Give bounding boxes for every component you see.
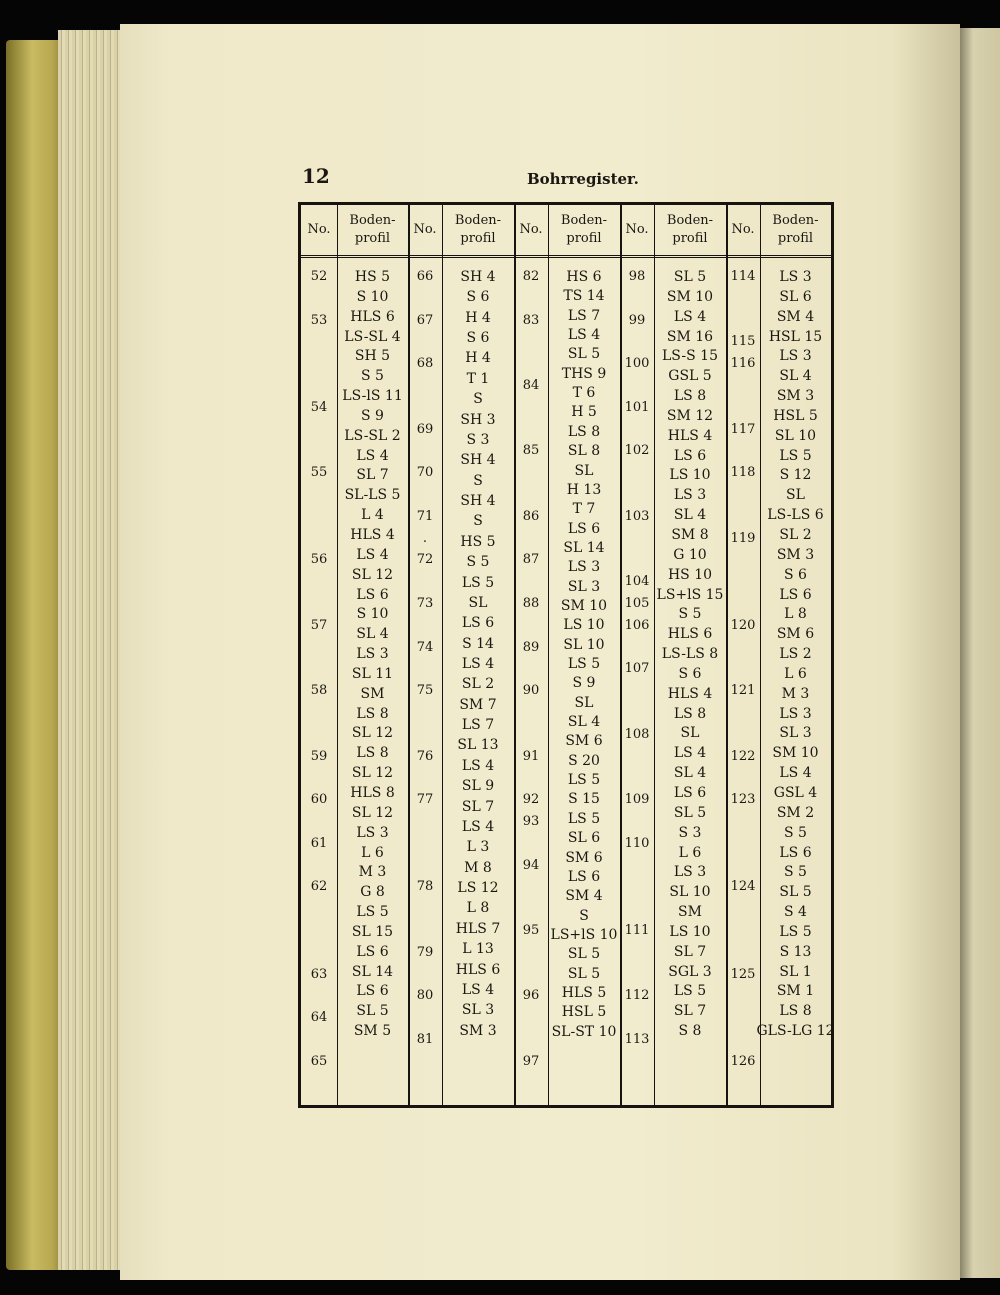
- bore-number: 52: [310, 269, 328, 284]
- bore-number: 68: [416, 356, 434, 372]
- soil-profile-entry: M 3: [358, 864, 387, 881]
- bore-number: 100: [624, 356, 650, 372]
- bore-number: 69: [416, 421, 434, 437]
- soil-profile-entry: SL 7: [673, 1003, 707, 1020]
- soil-profile-entry: SL 4: [673, 507, 707, 524]
- soil-profile-entry: M 8: [464, 859, 492, 876]
- soil-profile-entry: HS 10: [667, 566, 713, 583]
- bore-number: 80: [416, 988, 434, 1004]
- bore-number: 73: [416, 596, 434, 611]
- soil-profile-entry: LS 6: [673, 785, 707, 801]
- header-no: No.: [731, 222, 755, 237]
- soil-profile-entry: L 6: [678, 844, 702, 861]
- soil-profile-entry: TS 14: [563, 288, 605, 305]
- soil-profile-entry: S 14: [462, 635, 494, 652]
- bore-number: 114: [730, 269, 756, 284]
- header-no: No.: [307, 222, 331, 237]
- soil-profile-entry: LS 4: [461, 757, 495, 774]
- soil-profile-entry: SL 3: [779, 725, 812, 742]
- soil-profile-entry: LS 8: [779, 1003, 812, 1020]
- bore-number: 53: [310, 312, 328, 328]
- bore-number: 58: [310, 683, 328, 699]
- bore-number: 74: [416, 639, 434, 655]
- soil-profile-entry: SL 1: [779, 963, 812, 980]
- soil-profile-entry: SL 5: [673, 269, 707, 285]
- bore-number: 105: [624, 596, 650, 611]
- bore-number: 78: [416, 879, 434, 895]
- soil-profile-entry: LS 4: [461, 656, 495, 672]
- soil-profile-entry: SL 11: [351, 665, 394, 682]
- soil-profile-entry: S 15: [568, 791, 600, 808]
- soil-profile-entry: LS 8: [356, 705, 389, 722]
- soil-profile-entry: L 13: [462, 941, 494, 958]
- running-title: Bohrregister.: [527, 170, 639, 188]
- soil-profile-entry: HLS 4: [667, 685, 713, 702]
- soil-profile-entry: LS 5: [567, 810, 601, 827]
- soil-profile-entry: SM 6: [776, 626, 815, 643]
- soil-profile-entry: S 6: [678, 665, 702, 682]
- soil-profile-entry: HLS 6: [350, 308, 395, 325]
- soil-profile-entry: SL 15: [351, 923, 394, 940]
- soil-profile-entry: SL: [786, 487, 805, 504]
- bore-number: 75: [416, 683, 434, 699]
- soil-profile-entry: L 8: [466, 900, 490, 917]
- soil-profile-entry: S 9: [361, 407, 384, 424]
- soil-profile-entry: SM 3: [776, 546, 815, 563]
- soil-profile-entry: LS 3: [567, 559, 601, 576]
- soil-profile-entry: S: [473, 472, 483, 489]
- header-bodenprofil: Boden- profil: [560, 213, 608, 246]
- soil-profile-entry: S 10: [356, 606, 389, 623]
- soil-profile-entry: SM: [360, 685, 385, 702]
- bore-number: 118: [730, 465, 756, 481]
- soil-profile-entry: LS 4: [567, 327, 601, 344]
- soil-profile-entry: SL-ST 10: [551, 1023, 617, 1040]
- bore-number: 94: [522, 857, 540, 873]
- soil-profile-entry: S 3: [466, 431, 490, 448]
- header-bodenprofil: Boden- profil: [454, 213, 502, 246]
- soil-profile-entry: LS 3: [356, 824, 389, 841]
- soil-profile-entry: LS+lS 15: [656, 586, 724, 603]
- bore-number: 88: [522, 596, 540, 611]
- soil-profile-entry: SL 5: [779, 884, 812, 901]
- header-bodenprofil: Boden- profil: [349, 213, 396, 246]
- soil-profile-entry: HLS 4: [667, 427, 713, 444]
- soil-profile-entry: SL 5: [567, 965, 601, 982]
- bore-number: 93: [522, 814, 540, 829]
- soil-profile-entry: H 5: [571, 404, 597, 421]
- soil-profile-entry: SL 7: [673, 943, 707, 960]
- soil-profile-entry: S 6: [466, 330, 490, 347]
- bore-number: 126: [730, 1053, 756, 1069]
- soil-profile-entry: L 4: [361, 507, 384, 524]
- soil-profile-entry: SL 10: [669, 884, 711, 901]
- bore-number: 95: [522, 923, 540, 938]
- bore-number: 115: [730, 334, 756, 350]
- soil-profile-entry: SM 4: [565, 888, 603, 905]
- soil-profile-entry: SH 5: [354, 348, 391, 365]
- soil-profile-entry: LS 5: [356, 904, 389, 921]
- soil-profile-entry: LS 8: [673, 388, 707, 405]
- soil-profile-entry: LS 5: [673, 983, 707, 1000]
- bore-number: 125: [730, 966, 756, 982]
- soil-profile-entry: S 3: [678, 824, 702, 841]
- soil-profile-entry: SM 8: [671, 527, 709, 543]
- soil-profile-entry: LS 5: [461, 574, 495, 591]
- soil-profile-entry: LS 4: [673, 308, 707, 325]
- soil-profile-entry: S: [579, 907, 589, 924]
- bore-number: 71: [416, 508, 434, 524]
- soil-profile-entry: LS 8: [673, 705, 707, 722]
- header-bodenprofil: Boden- profil: [772, 213, 819, 246]
- soil-profile-entry: SH 4: [460, 269, 496, 285]
- bore-number: 102: [624, 443, 650, 459]
- bore-number: 104: [624, 574, 650, 590]
- soil-profile-entry: LS 6: [673, 447, 707, 464]
- soil-profile-entry: G 10: [673, 546, 707, 563]
- bore-number: 64: [310, 1010, 328, 1026]
- soil-profile-entry: HLS 5: [561, 984, 607, 1001]
- soil-profile-entry: SL 4: [779, 368, 812, 385]
- bore-number: 85: [522, 443, 540, 459]
- header-no: No.: [519, 222, 543, 237]
- bore-number: .: [422, 530, 428, 546]
- bore-number: 61: [310, 835, 328, 851]
- bore-number: 89: [522, 639, 540, 655]
- soil-profile-entry: S 20: [568, 752, 600, 769]
- soil-profile-entry: S 5: [784, 824, 807, 841]
- soil-profile-entry: LS 7: [461, 717, 495, 734]
- soil-profile-entry: SM 16: [666, 328, 714, 345]
- soil-profile-entry: LS 4: [461, 981, 495, 998]
- bore-number: 67: [416, 312, 434, 328]
- soil-profile-entry: S 5: [361, 368, 384, 385]
- soil-profile-entry: SL 4: [673, 765, 707, 782]
- header-bodenprofil: Boden- profil: [666, 213, 714, 246]
- bore-number: 76: [416, 748, 434, 764]
- soil-profile-entry: SM 6: [565, 849, 603, 866]
- soil-profile-entry: SL: [574, 694, 594, 711]
- soil-profile-entry: SL 10: [563, 636, 605, 653]
- header-no: No.: [625, 222, 649, 237]
- bore-number: 120: [730, 617, 756, 633]
- bore-number: 121: [730, 683, 756, 699]
- bore-number: 79: [416, 944, 434, 960]
- soil-profile-entry: L 6: [784, 665, 807, 682]
- soil-profile-entry: S 12: [779, 467, 812, 484]
- soil-profile-entry: SM 6: [565, 733, 603, 750]
- bore-number: 62: [310, 879, 328, 895]
- bore-number: 81: [416, 1032, 434, 1047]
- soil-profile-entry: SL 4: [567, 714, 601, 731]
- soil-profile-entry: LS 6: [356, 586, 389, 603]
- soil-profile-entry: SL 7: [356, 467, 389, 484]
- soil-profile-entry: SM 1: [776, 983, 815, 1000]
- soil-profile-entry: HS 5: [354, 269, 391, 285]
- soil-profile-entry: S 8: [678, 1023, 702, 1040]
- soil-profile-entry: S 5: [784, 864, 807, 881]
- soil-profile-entry: LS 3: [673, 487, 707, 504]
- soil-profile-entry: LS 6: [356, 983, 389, 1000]
- bore-number: 87: [522, 552, 540, 568]
- soil-profile-entry: SL: [468, 594, 488, 611]
- bore-register-table: [298, 202, 834, 1108]
- soil-profile-entry: LS 3: [779, 705, 812, 722]
- soil-profile-entry: HS 5: [460, 533, 496, 550]
- soil-profile-entry: S 5: [678, 606, 702, 623]
- soil-profile-entry: SM 3: [776, 388, 815, 405]
- bore-number: 83: [522, 312, 540, 328]
- soil-profile-entry: LS 6: [567, 520, 601, 537]
- bore-number: 60: [310, 792, 328, 808]
- soil-profile-entry: LS 10: [563, 617, 605, 634]
- bore-number: 117: [730, 421, 756, 437]
- soil-profile-entry: S 6: [784, 566, 807, 583]
- bore-number: 123: [730, 792, 756, 808]
- soil-profile-entry: H 4: [465, 309, 491, 326]
- soil-profile-entry: HLS 7: [455, 920, 501, 937]
- soil-profile-entry: SM 12: [666, 407, 714, 424]
- bore-number: 122: [730, 748, 756, 764]
- soil-profile-entry: LS 6: [779, 844, 812, 861]
- soil-profile-entry: GLS-LG 12: [756, 1023, 835, 1040]
- soil-profile-entry: SL 13: [457, 737, 499, 754]
- bore-number: 84: [522, 378, 540, 393]
- soil-profile-entry: LS 3: [779, 269, 812, 285]
- soil-profile-entry: S 5: [466, 554, 490, 571]
- soil-profile-entry: SL 2: [779, 527, 812, 543]
- soil-profile-entry: S: [473, 391, 483, 408]
- soil-profile-entry: LS 6: [779, 586, 812, 603]
- soil-profile-entry: S: [473, 513, 483, 530]
- soil-profile-entry: LS-SL 2: [344, 427, 401, 444]
- bore-number: 70: [416, 465, 434, 481]
- soil-profile-entry: LS 7: [567, 307, 601, 324]
- soil-profile-entry: SH 4: [460, 493, 496, 510]
- soil-profile-entry: SM: [678, 904, 702, 921]
- soil-profile-entry: SL 6: [567, 830, 601, 847]
- soil-profile-entry: LS-LS 8: [661, 646, 719, 663]
- soil-profile-entry: SM 2: [776, 804, 815, 821]
- soil-profile-entry: GSL 4: [773, 785, 818, 801]
- soil-profile-entry: SL: [680, 725, 700, 742]
- soil-profile-entry: LS 3: [356, 646, 389, 663]
- soil-profile-entry: T 6: [572, 385, 596, 402]
- bore-number: 66: [416, 269, 434, 284]
- soil-profile-entry: LS 5: [779, 447, 812, 464]
- soil-profile-entry: SL 3: [567, 578, 601, 595]
- soil-profile-entry: SL 3: [461, 1002, 495, 1019]
- soil-profile-entry: SM 10: [772, 745, 819, 762]
- soil-profile-entry: H 13: [566, 481, 602, 498]
- bore-number: 82: [522, 269, 540, 284]
- soil-profile-entry: LS 5: [567, 656, 601, 672]
- soil-profile-entry: SL 12: [351, 725, 394, 742]
- bore-number: 110: [624, 835, 650, 851]
- bore-number: 55: [310, 465, 328, 481]
- bore-number: 77: [416, 792, 434, 808]
- bore-number: 98: [628, 269, 646, 284]
- soil-profile-entry: HSL 5: [773, 407, 818, 424]
- soil-profile-entry: SGL 3: [668, 963, 712, 980]
- bore-number: 86: [522, 508, 540, 524]
- soil-profile-entry: SL: [574, 462, 594, 479]
- soil-profile-entry: SL 7: [461, 798, 495, 815]
- bore-number: 106: [624, 617, 650, 633]
- soil-profile-entry: S 4: [784, 904, 807, 921]
- soil-profile-entry: HLS 4: [350, 527, 395, 543]
- bore-number: 59: [310, 748, 328, 764]
- soil-profile-entry: HSL 5: [561, 1004, 607, 1021]
- bore-number: 65: [310, 1053, 328, 1069]
- soil-profile-entry: HS 6: [566, 269, 602, 285]
- soil-profile-entry: S 9: [572, 675, 596, 692]
- bore-number: 92: [522, 792, 540, 808]
- bore-number: 91: [522, 748, 540, 764]
- bore-number: 57: [310, 617, 328, 633]
- bore-number: 113: [624, 1032, 650, 1047]
- soil-profile-entry: LS 8: [356, 745, 389, 762]
- soil-profile-entry: LS-LS 6: [767, 507, 824, 524]
- bore-number: 116: [730, 356, 756, 372]
- soil-profile-entry: SL 5: [567, 346, 601, 363]
- bore-number: 97: [522, 1053, 540, 1069]
- page-number: 12: [302, 164, 330, 188]
- soil-profile-entry: SM 4: [776, 308, 815, 325]
- bore-number: 101: [624, 399, 650, 415]
- bore-number: 103: [624, 508, 650, 524]
- soil-profile-entry: LS 6: [356, 943, 389, 960]
- soil-profile-entry: LS 8: [567, 423, 601, 440]
- soil-profile-entry: SL 10: [774, 427, 817, 444]
- soil-profile-entry: LS-SL 4: [344, 328, 401, 345]
- soil-profile-entry: LS 3: [779, 348, 812, 365]
- book-edge-yellow: [6, 40, 64, 1270]
- soil-profile-entry: LS 3: [673, 864, 707, 881]
- soil-profile-entry: SL 5: [356, 1003, 389, 1020]
- soil-profile-entry: GSL 5: [668, 368, 712, 385]
- bore-number: 108: [624, 726, 650, 742]
- bore-number: 107: [624, 661, 650, 677]
- soil-profile-entry: S 10: [356, 288, 389, 305]
- soil-profile-entry: LS 4: [356, 546, 389, 563]
- soil-profile-entry: THS 9: [561, 365, 607, 382]
- bore-number: 54: [310, 399, 328, 415]
- soil-profile-entry: SM 5: [353, 1023, 392, 1040]
- soil-profile-entry: HLS 8: [350, 785, 395, 801]
- soil-profile-entry: SL 5: [567, 946, 601, 963]
- soil-profile-entry: SM 10: [560, 597, 608, 614]
- soil-profile-entry: LS-S 15: [662, 348, 718, 365]
- soil-profile-entry: S 13: [779, 943, 812, 960]
- soil-profile-entry: SL 4: [356, 626, 389, 643]
- soil-profile-entry: LS 6: [567, 868, 601, 885]
- soil-profile-entry: H 4: [465, 350, 491, 367]
- soil-profile-entry: L 6: [361, 844, 384, 861]
- bore-number: 111: [624, 923, 650, 938]
- soil-profile-entry: LS+lS 10: [550, 926, 618, 943]
- soil-profile-entry: L 8: [784, 606, 807, 623]
- soil-profile-entry: SL 12: [351, 804, 394, 821]
- soil-profile-entry: SL 9: [461, 778, 495, 795]
- soil-profile-entry: LS 2: [779, 646, 812, 663]
- soil-profile-entry: LS 5: [779, 923, 812, 940]
- soil-profile-entry: LS 10: [669, 467, 711, 484]
- bore-number: 56: [310, 552, 328, 568]
- soil-profile-entry: LS 12: [457, 880, 499, 897]
- bore-number: 109: [624, 792, 650, 808]
- soil-profile-entry: T 1: [466, 370, 490, 387]
- bore-number: 63: [310, 966, 328, 982]
- soil-profile-entry: LS 10: [669, 923, 711, 940]
- soil-profile-entry: SL 2: [461, 676, 495, 693]
- soil-profile-entry: HSL 15: [768, 328, 823, 345]
- soil-profile-entry: SM 10: [666, 288, 714, 305]
- soil-profile-entry: SL 12: [351, 566, 394, 583]
- soil-profile-entry: T 7: [572, 501, 596, 518]
- soil-profile-entry: LS 4: [779, 765, 812, 782]
- soil-profile-entry: LS 5: [567, 772, 601, 789]
- soil-profile-entry: HLS 6: [455, 961, 501, 978]
- soil-profile-entry: SL 6: [779, 288, 812, 305]
- soil-profile-entry: SL-LS 5: [344, 487, 401, 504]
- bore-number: 124: [730, 879, 756, 895]
- soil-profile-entry: SL 14: [351, 963, 394, 980]
- soil-profile-entry: LS 6: [461, 615, 495, 632]
- soil-profile-entry: SH 4: [460, 452, 496, 469]
- bore-number: 72: [416, 552, 434, 568]
- soil-profile-entry: HLS 6: [667, 626, 713, 643]
- soil-profile-entry: SM 7: [459, 696, 497, 713]
- bore-number: 112: [624, 988, 650, 1004]
- soil-profile-entry: L 3: [466, 839, 490, 856]
- soil-profile-entry: SM 3: [459, 1022, 497, 1039]
- bore-number: 96: [522, 988, 540, 1004]
- soil-profile-entry: LS 4: [673, 745, 707, 762]
- soil-profile-entry: SL 5: [673, 804, 707, 821]
- soil-profile-entry: LS 4: [461, 818, 495, 835]
- soil-profile-entry: LS 4: [356, 447, 389, 464]
- soil-profile-entry: LS-lS 11: [342, 388, 403, 405]
- soil-profile-entry: SL 14: [563, 539, 605, 556]
- soil-profile-entry: SL 8: [567, 443, 601, 460]
- soil-profile-entry: SL 12: [351, 765, 394, 782]
- bore-number: 119: [730, 530, 756, 546]
- soil-profile-entry: M 3: [781, 685, 810, 702]
- header-no: No.: [413, 222, 437, 237]
- soil-profile-entry: S 6: [466, 289, 490, 306]
- bore-number: 99: [628, 312, 646, 328]
- bore-number: 90: [522, 683, 540, 699]
- soil-profile-entry: G 8: [360, 884, 385, 901]
- facing-page-edge: [955, 28, 1000, 1278]
- soil-profile-entry: SH 3: [460, 411, 496, 428]
